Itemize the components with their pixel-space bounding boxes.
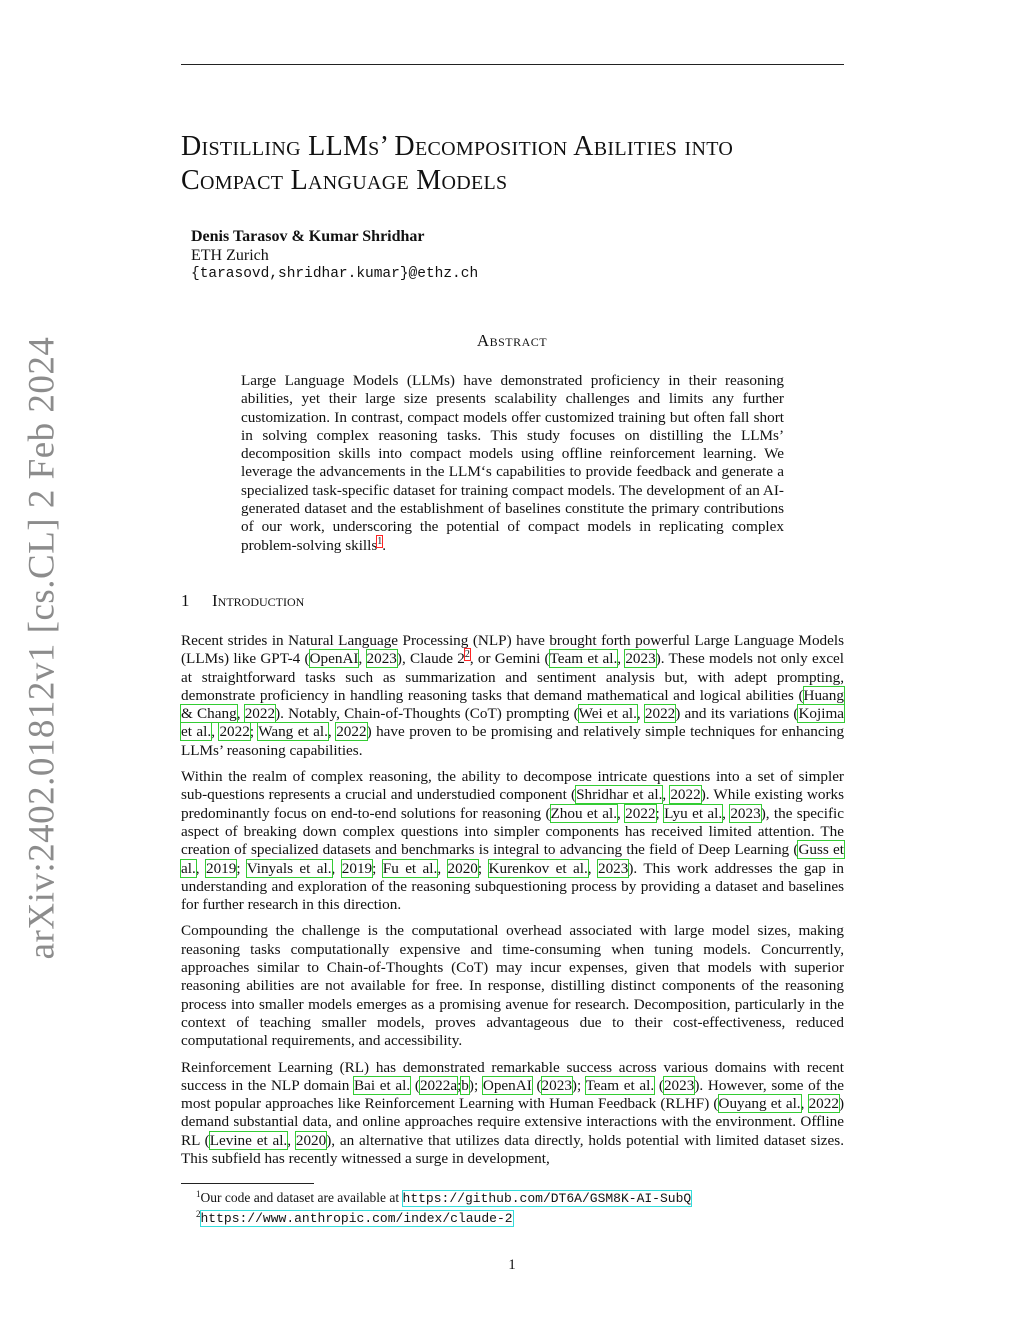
citation-link[interactable]: 2023	[366, 650, 397, 668]
citation-link[interactable]: Bai et al.	[354, 1076, 411, 1094]
text-run: ,	[662, 786, 671, 804]
abstract-end: .	[382, 536, 387, 554]
text-run: ;	[477, 859, 489, 877]
code-url-link[interactable]: https://github.com/DT6A/GSM8K-AI-SubQ	[402, 1191, 692, 1206]
citation-link[interactable]: Ouyang et al.	[718, 1095, 801, 1113]
citation-link[interactable]: Fu et al.	[382, 859, 438, 877]
paragraph-2	[181, 768, 844, 914]
author-names: Denis Tarasov & Kumar Shridhar	[191, 228, 425, 245]
paper-title	[181, 130, 861, 198]
citation-link[interactable]: 2022	[336, 723, 367, 741]
arxiv-identifier: arXiv:2402.01812v1 [cs.CL] 2 Feb 2024	[21, 336, 63, 960]
citation-link[interactable]: Shridhar et al.	[576, 786, 663, 804]
citation-link[interactable]: Guss et al.	[181, 841, 845, 877]
text-run: ). Notably, Chain-of-Thoughts (CoT) prompting (	[275, 705, 579, 723]
citation-link[interactable]: 2023	[730, 804, 761, 822]
footnote-mark: 1	[196, 1188, 201, 1199]
citation-link[interactable]: 2019	[341, 859, 373, 877]
citation-link[interactable]: 2022	[219, 723, 250, 741]
citation-link[interactable]: 2022	[808, 1095, 839, 1113]
text-run: ) and its variations (	[675, 705, 799, 723]
footnote-rule	[181, 1183, 314, 1184]
top-rule	[181, 64, 844, 65]
text-run: ,	[331, 859, 342, 877]
text-run: ,	[636, 705, 645, 723]
body-text	[181, 632, 844, 1176]
citation-link[interactable]: 2020	[447, 859, 478, 877]
citation-link[interactable]: Levine et al.	[209, 1131, 288, 1149]
citation-link[interactable]: Team et al.	[549, 650, 618, 668]
citation-link[interactable]: Kurenkov et al.	[488, 859, 588, 877]
text-run: ;	[372, 859, 383, 877]
footnote-link-2[interactable]: 2	[464, 649, 470, 661]
paragraph-3: Compounding the challenge is the computational overhead associated with large model sizes, making reasoning tasks computationally expensive and time-consuming when tuning models. Concurrently, approaches similar to Chain-of-Thoughts (CoT) may incur expenses, given that models with superior reasoning abilities are not available for free. In response, distilling distinct components of the reasoning process into smaller models emerges as a promising avenue for research. Decomposition, particularly in the context of teaching smaller models, proves advantageous due to their cost-effectiveness, reduced computational requirements, and accessibility.	[181, 922, 844, 1050]
text-run: ) have proven to be promising and relatively simple techniques for enhancing LLMs’ reasoning capabilities.	[181, 723, 845, 759]
title-line-1: Distilling LLMs’ Decomposition Abilities into	[181, 131, 734, 162]
citation-link[interactable]: 2023	[597, 859, 629, 877]
text-run: ,	[236, 705, 245, 723]
text-run: ,	[195, 859, 206, 877]
section-title: Introduction	[212, 591, 305, 610]
citation-link[interactable]: 2023	[663, 1076, 695, 1094]
citation-link[interactable]: 2022	[244, 705, 276, 723]
citation-link[interactable]: 2022	[625, 804, 656, 822]
text-run: (	[531, 1076, 542, 1094]
text-run: ,	[287, 1131, 296, 1149]
claude-url-link[interactable]: https://www.anthropic.com/index/claude-2	[200, 1211, 513, 1226]
text-run: ). These models not only excel at straightforward tasks such as summarization and sentiment analysis but, with adept prompting, demonstrate proficiency in handling reasoning tasks that demand mathematical and logical abilities (	[181, 650, 845, 704]
text-run: ;	[655, 804, 665, 822]
citation-link[interactable]: 2022a	[419, 1076, 458, 1094]
text-run: ,	[211, 723, 220, 741]
author-affiliation: ETH Zurich	[191, 247, 269, 264]
citation-link[interactable]: 2019	[205, 859, 237, 877]
text-run: );	[468, 1076, 483, 1094]
text-run: ), the specific aspect of breaking down complex questions into simpler components has received limited attention. The creation of specialized datasets and benchmarks is integral to advancing the field of Deep Learning (	[181, 804, 845, 859]
footnote-link-1[interactable]: 1	[377, 535, 383, 547]
paragraph-1	[181, 632, 844, 760]
citation-link[interactable]: 2022	[670, 786, 701, 804]
citation-link[interactable]: 2022	[644, 705, 676, 723]
text-run: Recent strides in Natural Language Processing (NLP) have brought forth powerful Large Language Models (LLMs) like GPT-4 (	[181, 632, 844, 668]
citation-link[interactable]: Wang et al.	[258, 723, 328, 741]
citation-link[interactable]: OpenAI	[309, 650, 359, 668]
text-run: ,	[587, 859, 598, 877]
citation-link[interactable]: 2023	[625, 650, 656, 668]
text-run: , or Gemini (	[469, 650, 550, 668]
citation-link[interactable]: Zhou et al.	[550, 804, 617, 822]
text-run: ,	[617, 650, 626, 668]
text-run: ,	[617, 804, 626, 822]
footnote-2	[196, 1208, 691, 1228]
text-run: ) demand substantial data, and online approaches require extensive interactions with the environment. Offline RL (	[181, 1095, 844, 1149]
section-number: 1	[181, 591, 190, 610]
title-line-2: Compact Language Models	[181, 165, 508, 196]
abstract-text	[241, 372, 784, 555]
text-run: ,	[437, 859, 448, 877]
footnote-text: Our code and dataset are available at	[200, 1190, 403, 1205]
paragraph-4	[181, 1059, 844, 1169]
text-run: ;	[457, 1076, 462, 1094]
text-run: (	[410, 1076, 420, 1094]
citation-link[interactable]: b	[461, 1076, 469, 1094]
citation-link[interactable]: OpenAI	[482, 1076, 532, 1094]
text-run: ;	[236, 859, 247, 877]
text-run: ), an alternative that utilizes data directly, holds potential with limited dataset sizes. This subfield has recently witnessed a surge in development,	[181, 1131, 844, 1168]
text-run: ). While existing works predominantly focus on end-to-end solutions for reasoning (	[181, 786, 845, 822]
text-run: ,	[358, 650, 367, 668]
citation-link[interactable]: 2020	[295, 1131, 327, 1149]
text-run: Reinforcement Learning (RL) has demonstrated remarkable success across various domains with recent success in the NLP domain	[181, 1058, 844, 1094]
text-run: (	[654, 1076, 664, 1094]
text-run: ;	[249, 723, 259, 741]
page-number: 1	[508, 1257, 516, 1273]
section-heading	[181, 591, 304, 611]
citation-link[interactable]: 2023	[541, 1076, 572, 1094]
text-run: ,	[327, 723, 337, 741]
citation-link[interactable]: Vinyals et al.	[246, 859, 332, 877]
text-run: ). However, some of the most popular approaches like Reinforcement Learning with Human Feedback (RLHF) (	[181, 1076, 845, 1113]
footnote-mark: 2	[196, 1208, 201, 1219]
text-run: ,	[722, 804, 731, 822]
text-run: ,	[800, 1095, 809, 1113]
citation-link[interactable]: Huang & Chang	[181, 686, 844, 723]
citation-link[interactable]: Team et al.	[585, 1076, 655, 1094]
footnotes	[196, 1188, 692, 1228]
text-run: );	[571, 1076, 586, 1094]
author-block	[191, 227, 478, 284]
author-email: {tarasovd,shridhar.kumar}@ethz.ch	[191, 266, 479, 282]
abstract-body: Large Language Models (LLMs) have demonstrated proficiency in their reasoning abilities, yet their large size presents scalability challenges and limits any further customization. In contrast, compact models offer customized training but often fall short in solving complex reasoning tasks. This study focuses on distilling the LLMs’ decomposition skills into compact models using offline reinforcement learning. We leverage the advancements in the LLM‘s capabilities to provide feedback and generate a specialized task-specific dataset for training compact models. The development of an AI-generated dataset and the establishment of baselines constitute the primary contributions of our work, underscoring the potential of compact models in replicating complex problem-solving skills	[241, 372, 784, 554]
text-run: Within the realm of complex reasoning, the ability to decompose intricate questions into a set of simpler sub-questions represents a crucial and understudied component (	[181, 768, 844, 804]
abstract-heading: Abstract	[476, 331, 548, 350]
citation-link[interactable]: Lyu et al.	[664, 804, 723, 822]
text-run: ). This work addresses the gap in understanding and exploration of the reasoning subquestioning process by providing a dataset and baselines for further research in this direction.	[181, 859, 845, 914]
text-run: ), Claude 2	[396, 650, 465, 668]
citation-link[interactable]: Kojima et al.	[181, 705, 844, 741]
citation-link[interactable]: Wei et al.	[578, 705, 637, 723]
footnote-1	[196, 1188, 692, 1208]
